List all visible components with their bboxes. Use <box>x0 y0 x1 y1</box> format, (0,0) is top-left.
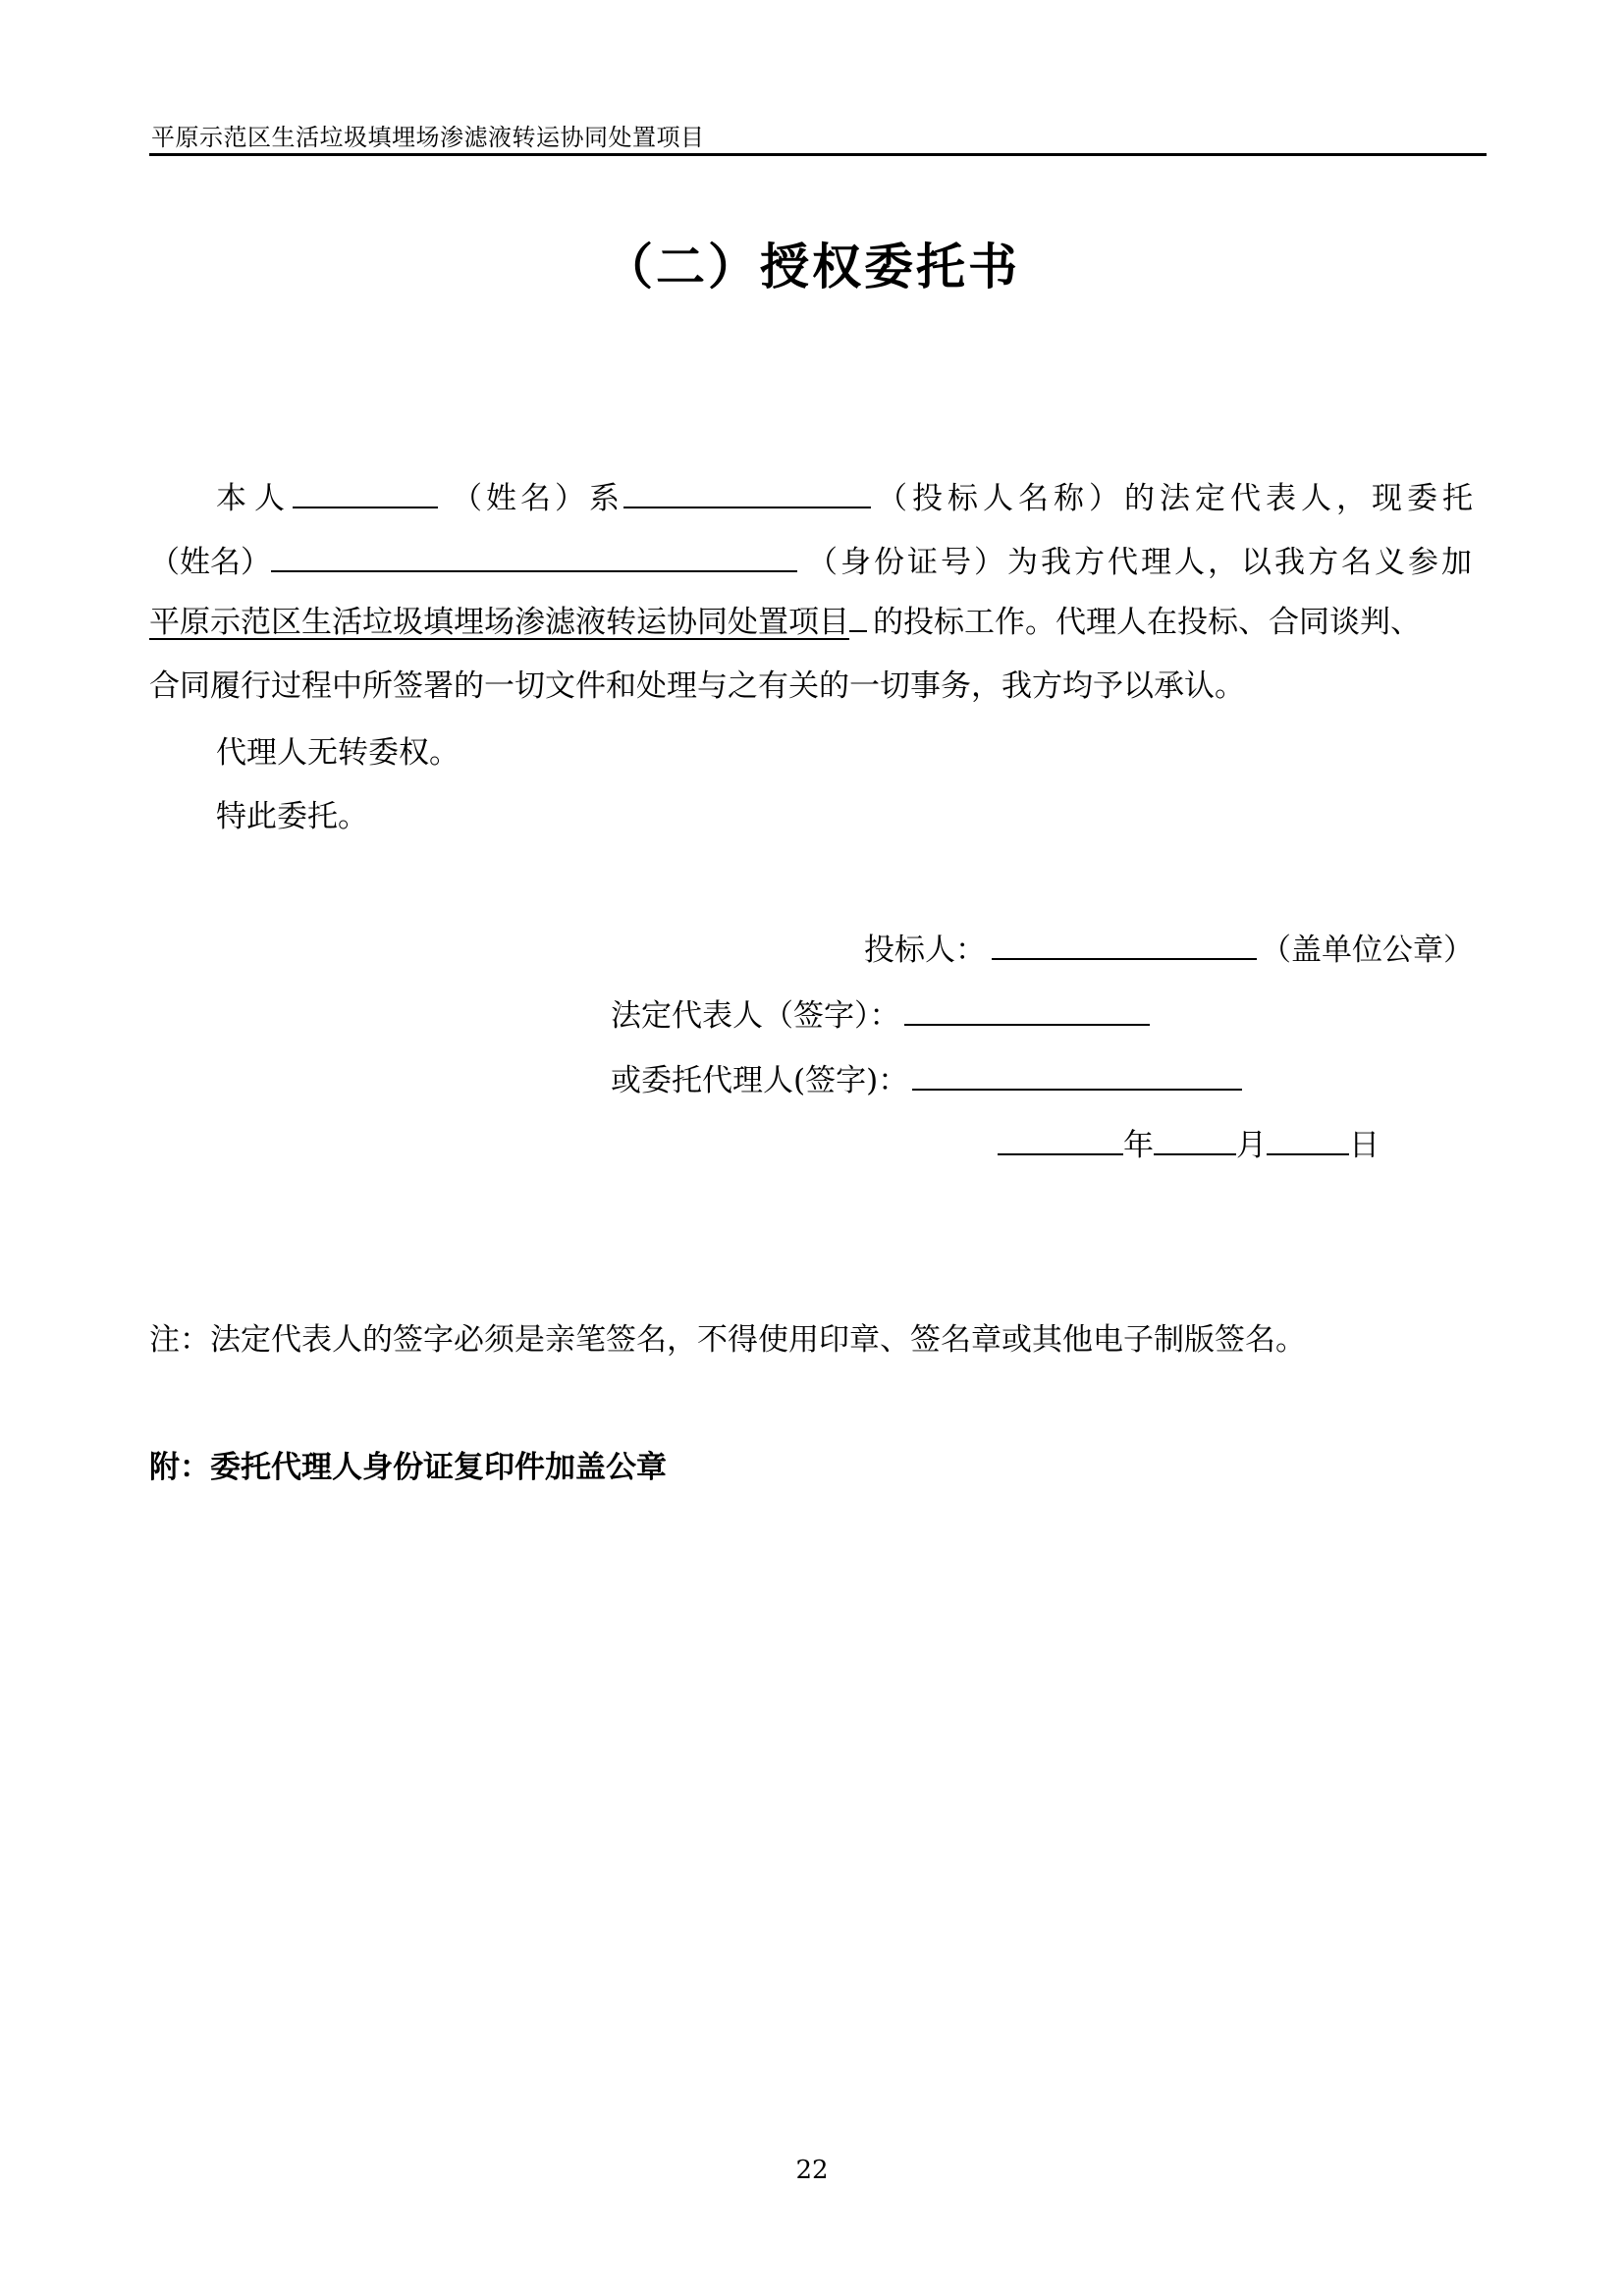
bidder-blank[interactable] <box>992 925 1257 960</box>
year-label: 年 <box>1123 1128 1154 1163</box>
header-project-title: 平原示范区生活垃圾填埋场渗滤液转运协同处置项目 <box>151 124 705 151</box>
day-blank[interactable] <box>1267 1120 1349 1155</box>
day-label: 日 <box>1349 1128 1380 1163</box>
attachment-note: 附：委托代理人身份证复印件加盖公章 <box>149 1450 667 1485</box>
body-line-4: 合同履行过程中所签署的一切文件和处理与之有关的一切事务，我方均予以承认。 <box>149 668 1245 704</box>
no-subdelegation-text: 代理人无转委权。 <box>216 735 460 771</box>
month-blank[interactable] <box>1154 1120 1236 1155</box>
body-line-1 <box>216 473 1478 516</box>
project-rest: 的投标工作。代理人在投标、合同谈判、 <box>873 605 1421 640</box>
bidder-name-blank[interactable] <box>623 473 871 508</box>
month-label: 月 <box>1236 1128 1267 1163</box>
project-underline-tail <box>849 601 867 632</box>
date-line <box>998 1120 1380 1163</box>
agent-signature-line <box>611 1055 1242 1098</box>
body-line-2 <box>149 537 1475 580</box>
year-blank[interactable] <box>998 1120 1123 1155</box>
body-line-3 <box>149 601 1421 644</box>
legal-rep-signature-line <box>611 990 1150 1034</box>
signature-note: 注：法定代表人的签字必须是亲笔签名，不得使用印章、签名章或其他电子制版签名。 <box>149 1322 1306 1358</box>
bidder-signature-line <box>864 925 1474 968</box>
bidder-seal-label: （盖单位公章） <box>1261 933 1474 968</box>
document-title: （二）授权委托书 <box>604 239 1020 295</box>
agent-label: 或委托代理人(签字)： <box>611 1063 909 1098</box>
legal-rep-label: 法定代表人（签字）： <box>611 998 900 1034</box>
project-name: 平原示范区生活垃圾填埋场渗滤液转运协同处置项目 <box>149 605 849 640</box>
name-label: （姓名）系 <box>452 481 623 516</box>
legal-rep-blank[interactable] <box>904 990 1150 1026</box>
agent-blank[interactable] <box>912 1055 1242 1091</box>
page-header <box>149 116 1487 156</box>
id-number-label: （身份证号）为我方代理人，以我方名义参加 <box>807 545 1475 580</box>
hereby-entrust-text: 特此委托。 <box>216 799 368 834</box>
bidder-label: 投标人： <box>864 933 986 968</box>
name-blank[interactable] <box>293 473 438 508</box>
bidder-name-label: （投标人名称）的法定代表人，现委托 <box>877 481 1478 516</box>
agent-name-blank[interactable] <box>271 537 797 572</box>
page-number: 22 <box>795 2156 829 2185</box>
agent-name-label: （姓名） <box>149 545 271 580</box>
self-label: 本人 <box>216 481 293 516</box>
